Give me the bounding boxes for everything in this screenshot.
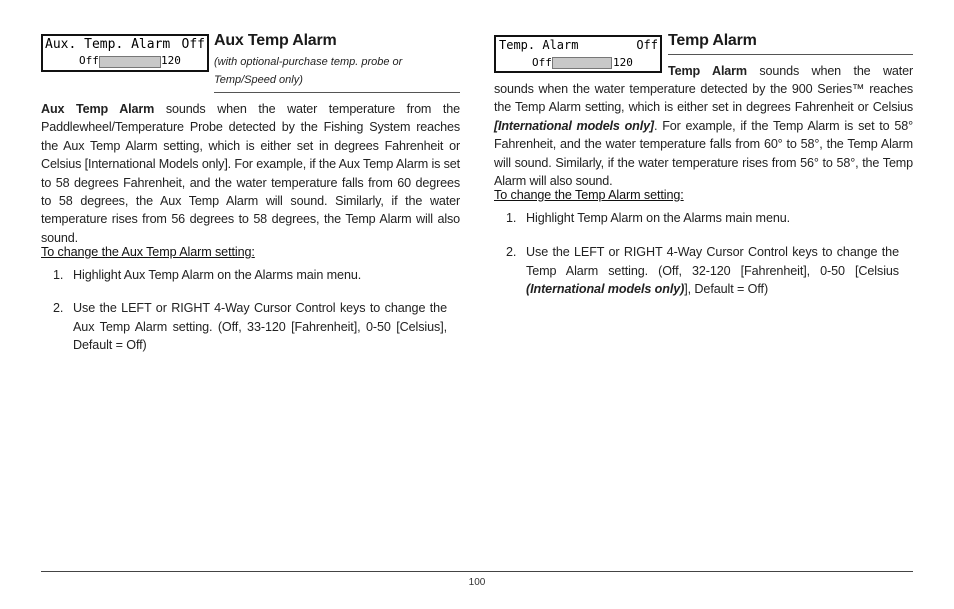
step-text: Highlight Aux Temp Alarm on the Alarms main menu. <box>73 268 362 282</box>
page-number: 100 <box>468 577 486 588</box>
lcd-slider-bar <box>99 56 161 68</box>
aux-temp-alarm-display <box>41 34 209 72</box>
footer-rule <box>41 571 913 572</box>
lcd-max-label: 120 <box>161 54 181 67</box>
lcd-min-label: Off <box>79 54 99 67</box>
lcd-value: Off <box>636 38 658 52</box>
step-number: 2. <box>53 301 64 315</box>
heading-rule <box>214 92 460 93</box>
section-subtitle-line1: (with optional-purchase temp. probe or <box>214 56 403 68</box>
body-paragraph <box>41 100 460 247</box>
body-part2: . For example, if the Temp Alarm is set to 58° Fahrenheit, and the water temperature falls from 60° to 58°, the Temp Alarm will sound. Similarly, if the water temperature rises from 56° to 58°, the Temp Alarm will also sound. <box>494 118 913 189</box>
body-part1: sounds when the water temperature detected by the 900 Series™ reaches the Temp Alarm setting, which is either set in degrees Fahrenheit or Celsius <box>494 82 913 115</box>
body-italic-note: [International models only] <box>494 118 654 133</box>
lcd-max-label: 120 <box>613 56 633 69</box>
section-heading: Aux Temp Alarm <box>214 32 337 49</box>
step-number: 1. <box>53 268 64 282</box>
procedure-subhead: To change the Aux Temp Alarm setting: <box>41 245 255 259</box>
step-text: Highlight Temp Alarm on the Alarms main menu. <box>526 211 791 225</box>
body-paragraph <box>494 80 913 190</box>
temp-alarm-display <box>494 35 662 73</box>
lcd-title: Aux. Temp. Alarm <box>45 37 171 52</box>
step-number: 1. <box>506 211 517 225</box>
body-bold-term: Aux Temp Alarm <box>41 102 155 116</box>
step-text-a: Use the LEFT or RIGHT 4-Way Cursor Control keys to change the Temp Alarm setting. (Off, 32-120 [Fahrenheit], 0-50 [Celsius <box>526 245 899 278</box>
body-rest: sounds when the water temperature from the Paddlewheel/Temperature Probe detected by the Fishing System reaches the Aux Temp Alarm setting, which is either set in degrees Fahrenheit or Celsius [International Models only]. For example, if the Aux Temp Alarm is set to 58 degrees Fahrenheit, and the water temperature falls from 60 degrees to 58 degrees, the Aux Temp Alarm will sound. Similarly, if the water temperature rises from 56 degrees to 58 degrees, the Temp Alarm will also sound. <box>41 102 460 245</box>
step-italic-note: (International models only) <box>526 282 685 297</box>
lcd-min-label: Off <box>532 56 552 69</box>
section-subtitle-line2: Temp/Speed only) <box>214 74 303 86</box>
lcd-slider-bar <box>552 57 612 69</box>
heading-rule <box>668 54 913 55</box>
lcd-value: Off <box>181 37 205 52</box>
step-text: Use the LEFT or RIGHT 4-Way Cursor Control keys to change the Aux Temp Alarm setting. (Off, 33-120 [Fahrenheit], 0-50 [Celsius], Default = Off) <box>73 301 447 353</box>
step-text-b: ], Default = Off) <box>684 282 769 297</box>
lcd-title: Temp. Alarm <box>499 38 579 52</box>
section-heading: Temp Alarm <box>668 32 757 49</box>
step-text <box>526 243 899 299</box>
body-paragraph-intro: Temp Alarm sounds when the water <box>668 64 913 78</box>
procedure-subhead: To change the Temp Alarm setting: <box>494 188 684 202</box>
step-number: 2. <box>506 245 517 259</box>
body-bold-term: Temp Alarm <box>668 64 747 78</box>
